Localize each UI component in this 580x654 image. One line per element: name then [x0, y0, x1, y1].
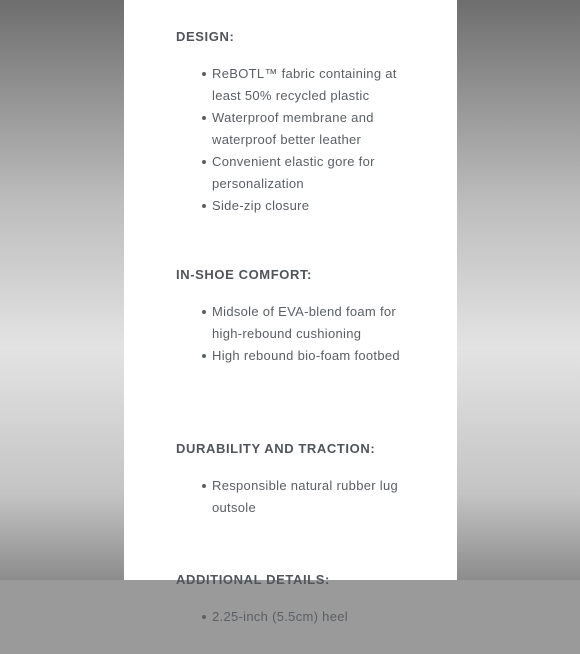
comfort-section	[176, 266, 436, 414]
list-item: Side-zip closure	[212, 195, 410, 217]
section-heading-additional: ADDITIONAL DETAILS:	[176, 572, 330, 587]
section-heading-comfort: IN-SHOE COMFORT:	[176, 267, 312, 282]
background-right	[457, 0, 580, 580]
section-heading-durability: DURABILITY AND TRACTION:	[176, 441, 376, 456]
list-item: Convenient elastic gore for personalization	[212, 151, 410, 195]
list-item: 2.25-inch (5.5cm) heel	[212, 606, 410, 628]
durability-list	[176, 475, 436, 519]
additional-details-section	[176, 571, 436, 628]
list-item: High rebound bio-foam footbed	[212, 345, 410, 367]
product-details-content	[176, 28, 436, 654]
design-list	[176, 63, 436, 217]
list-item: Responsible natural rubber lug outsole	[212, 475, 410, 519]
background-left	[0, 0, 124, 580]
list-item: Midsole of EVA-blend foam for high-rebound cushioning	[212, 301, 410, 345]
additional-details-list	[176, 606, 436, 628]
comfort-list	[176, 301, 436, 367]
durability-section	[176, 440, 436, 545]
product-details-panel	[124, 0, 457, 624]
design-section	[176, 28, 436, 240]
list-item: ReBOTL™ fabric containing at least 50% recycled plastic	[212, 63, 410, 107]
section-heading-design: DESIGN:	[176, 29, 235, 44]
list-item: Waterproof membrane and waterproof better leather	[212, 107, 410, 151]
